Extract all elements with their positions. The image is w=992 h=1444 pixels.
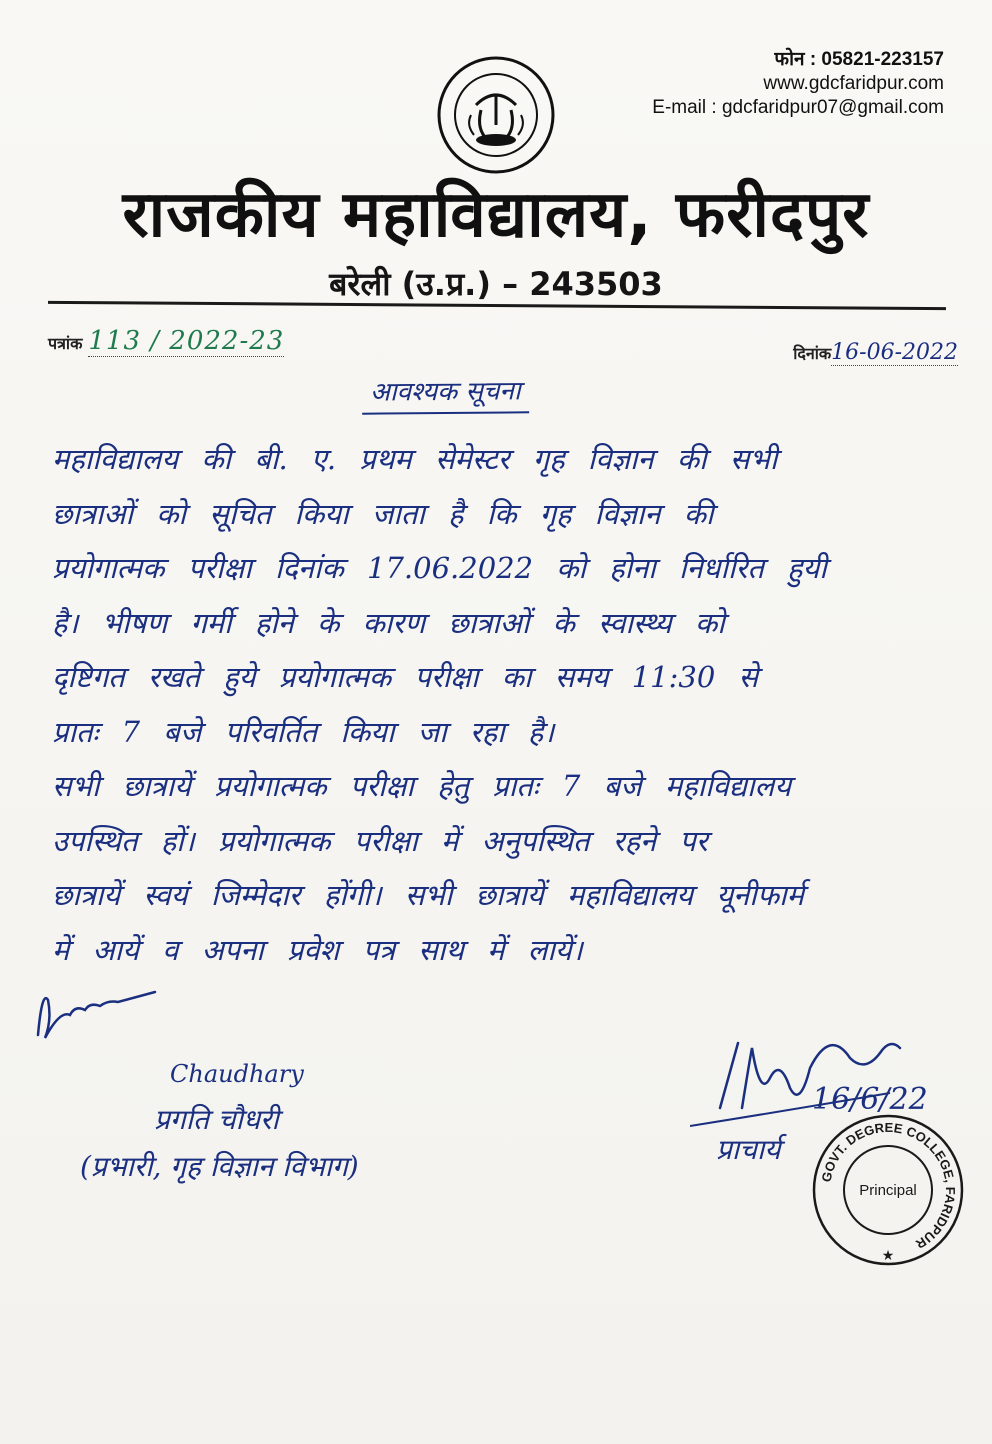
- incharge-designation: (प्रभारी, गृह विज्ञान विभाग): [80, 1150, 359, 1183]
- body-line: दृष्टिगत रखते हुये प्रयोगात्मक परीक्षा का समय 11:30 से: [52, 660, 759, 694]
- college-address: बरेली (उ.प्र.) – 243503: [329, 265, 663, 303]
- reference-value: 113 / 2022-23: [88, 326, 285, 356]
- principal-sign-date: 16/6/22: [812, 1082, 928, 1117]
- stamp-star-icon: ★: [881, 1248, 895, 1264]
- stamp-center-text: Principal: [859, 1182, 917, 1199]
- reference-number: [48, 326, 284, 356]
- body-line: छात्राओं को सूचित किया जाता है कि गृह विज्ञान की: [52, 496, 714, 531]
- notice-body: [52, 432, 952, 977]
- date-value: 16-06-2022: [831, 340, 958, 365]
- email-address[interactable]: E-mail : gdcfaridpur07@gmail.com: [652, 97, 944, 118]
- phone-number: फोन : 05821-223157: [774, 49, 944, 70]
- principal-label: प्राचार्य: [716, 1133, 781, 1166]
- date-label: दिनांक: [793, 344, 832, 363]
- up-govt-emblem-icon: [436, 55, 556, 175]
- contact-block: [652, 48, 944, 120]
- college-name: राजकीय महाविद्यालय, फरीदपुर: [122, 178, 870, 252]
- website-link[interactable]: www.gdcfaridpur.com: [763, 73, 944, 94]
- initial-signature-scribble: [30, 980, 160, 1050]
- notice-title: आवश्यक सूचना: [362, 371, 529, 414]
- body-line: उपस्थित हों। प्रयोगात्मक परीक्षा में अनुपस्थित रहने पर: [52, 823, 708, 858]
- incharge-signature-block: [80, 1060, 359, 1192]
- incharge-name: प्रगति चौधरी: [154, 1103, 279, 1136]
- body-line: प्रातः 7 बजे परिवर्तित किया जा रहा है।: [52, 714, 555, 749]
- body-line: महाविद्यालय की बी. ए. प्रथम सेमेस्टर गृह विज्ञान की सभी: [52, 442, 778, 476]
- incharge-signature: Chaudhary: [170, 1060, 304, 1088]
- body-line: सभी छात्रायें प्रयोगात्मक परीक्षा हेतु प्रातः 7 बजे महाविद्यालय: [52, 769, 792, 803]
- notice-date: [793, 340, 958, 365]
- body-line: में आयें व अपना प्रवेश पत्र साथ में लायें।: [52, 932, 583, 967]
- body-line: छात्रायें स्वयं जिम्मेदार होंगी। सभी छात्रायें महाविद्यालय यूनीफार्म: [52, 878, 804, 912]
- body-line: है। भीषण गर्मी होने के कारण छात्राओं के स्वास्थ्य को: [52, 605, 725, 640]
- reference-label: पत्रांक: [48, 334, 83, 353]
- body-line: प्रयोगात्मक परीक्षा दिनांक 17.06.2022 को होना निर्धारित हुयी: [52, 551, 827, 585]
- stamp-ring-textpath: GOVT. DEGREE COLLEGE, FARIDPUR: [818, 1119, 959, 1252]
- principal-stamp: [808, 1110, 968, 1270]
